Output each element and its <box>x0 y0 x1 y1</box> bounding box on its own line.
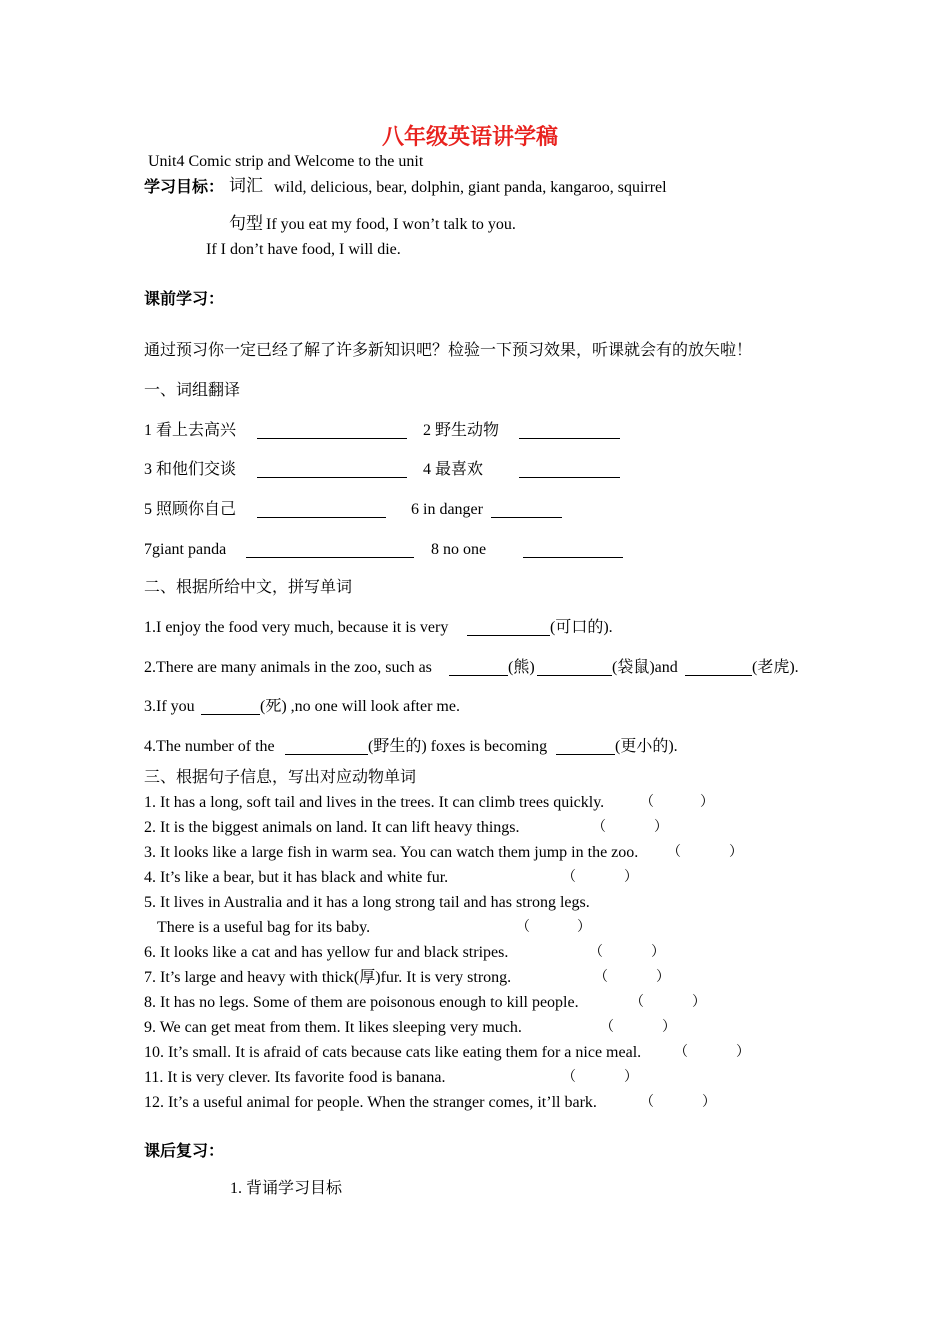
vocab-label: 词汇 <box>229 176 263 195</box>
spell-q4-text: 4.The number of the <box>144 738 279 755</box>
animal-question: 10. It’s small. It is afraid of cats because cats like eating them for a nice meal. <box>144 1044 642 1061</box>
phrase-item: 5 照顾你自己 <box>144 501 237 518</box>
answer-paren-close: ） <box>651 945 665 960</box>
animal-question: 3. It looks like a large fish in warm sea. You can watch them jump in the zoo. <box>144 844 639 861</box>
phrase-item: 7giant panda <box>144 541 227 558</box>
preclass-heading: 课前学习： <box>144 291 225 308</box>
answer-blank[interactable] <box>523 557 623 558</box>
answer-paren-open[interactable]: （ <box>674 1045 688 1060</box>
animal-question: 11. It is very clever. Its favorite food is banana. <box>144 1069 446 1086</box>
answer-blank[interactable] <box>685 675 752 676</box>
answer-paren-open[interactable]: （ <box>667 845 681 860</box>
answer-blank[interactable] <box>537 675 612 676</box>
review-heading: 课后复习： <box>144 1143 225 1160</box>
phrase-item: 1 看上去高兴 <box>144 422 237 439</box>
sentence-2: If I don’t have food, I will die. <box>206 241 401 258</box>
answer-blank[interactable] <box>257 477 407 478</box>
preclass-intro: 通过预习你一定已经了解了许多新知识吧？检验一下预习效果，听课就会有的放矢啦！ <box>144 342 753 359</box>
answer-paren-close: ） <box>656 970 670 985</box>
answer-paren-close: ） <box>700 795 714 810</box>
answer-paren-close: ） <box>662 1020 676 1035</box>
answer-blank[interactable] <box>246 557 414 558</box>
answer-blank[interactable] <box>201 714 260 715</box>
answer-paren-open[interactable]: （ <box>600 1020 614 1035</box>
phrase-item: 3 和他们交谈 <box>144 461 237 478</box>
spell-q4-hint: (野生的) foxes is becoming <box>368 738 548 755</box>
answer-paren-open[interactable]: （ <box>589 945 603 960</box>
answer-paren-close: ） <box>654 820 668 835</box>
animal-question: 7. It’s large and heavy with thick(厚)fur. It is very strong. <box>144 969 512 986</box>
animal-question: 8. It has no legs. Some of them are poisonous enough to kill people. <box>144 994 579 1011</box>
answer-paren-open[interactable]: （ <box>592 820 606 835</box>
answer-blank[interactable] <box>467 635 550 636</box>
spell-q2-hint: (老虎). <box>752 659 799 676</box>
answer-paren-close: ） <box>736 1045 750 1060</box>
spell-q3-text: 3.If you <box>144 698 199 715</box>
answer-blank[interactable] <box>285 754 368 755</box>
answer-paren-close: ） <box>624 870 638 885</box>
answer-paren-open[interactable]: （ <box>630 995 644 1010</box>
answer-paren-open[interactable]: （ <box>640 795 654 810</box>
answer-blank[interactable] <box>519 438 620 439</box>
section2-heading: 二、根据所给中文，拼写单词 <box>144 579 353 596</box>
answer-paren-close: ） <box>624 1070 638 1085</box>
sentence-1: If you eat my food, I won’t talk to you. <box>266 216 516 233</box>
animal-question: 2. It is the biggest animals on land. It can lift heavy things. <box>144 819 520 836</box>
answer-blank[interactable] <box>491 517 562 518</box>
answer-paren-open[interactable]: （ <box>516 920 530 935</box>
answer-blank[interactable] <box>449 675 508 676</box>
animal-question: 1. It has a long, soft tail and lives in the trees. It can climb trees quickly. <box>144 794 605 811</box>
section1-heading: 一、词组翻译 <box>144 382 241 399</box>
animal-question: 9. We can get meat from them. It likes sleeping very much. <box>144 1019 522 1036</box>
answer-paren-open[interactable]: （ <box>594 970 608 985</box>
spell-q2-text: 2.There are many animals in the zoo, such as <box>144 659 436 676</box>
answer-paren-open[interactable]: （ <box>640 1095 654 1110</box>
answer-paren-open[interactable]: （ <box>562 870 576 885</box>
goals-label: 学习目标： <box>144 179 225 196</box>
animal-question: 6. It looks like a cat and has yellow fur and black stripes. <box>144 944 509 961</box>
phrase-item: 2 野生动物 <box>423 422 500 439</box>
review-item: 1. 背诵学习目标 <box>230 1180 343 1197</box>
animal-question: 4. It’s like a bear, but it has black and white fur. <box>144 869 449 886</box>
page-title: 八年级英语讲学稿 <box>381 124 558 149</box>
animal-question-cont: There is a useful bag for its baby. <box>157 919 371 936</box>
spell-q2-hint: (熊) <box>508 659 535 676</box>
phrase-item: 6 in danger <box>411 501 483 518</box>
spell-q1-hint: (可口的). <box>550 619 613 636</box>
spell-q1-text: 1.I enjoy the food very much, because it is very <box>144 619 453 636</box>
answer-blank[interactable] <box>257 438 407 439</box>
spell-q2-hint: (袋鼠)and <box>612 659 682 676</box>
answer-paren-close: ） <box>702 1095 716 1110</box>
animal-question: 5. It lives in Australia and it has a long strong tail and has strong legs. <box>144 894 590 911</box>
spell-q4-hint: (更小的). <box>615 738 678 755</box>
sentence-label: 句型 <box>229 214 263 233</box>
unit-title: Unit4 Comic strip and Welcome to the unit <box>148 153 424 170</box>
section3-heading: 三、根据句子信息，写出对应动物单词 <box>144 769 417 786</box>
phrase-item: 4 最喜欢 <box>423 461 484 478</box>
phrase-item: 8 no one <box>431 541 487 558</box>
answer-paren-open[interactable]: （ <box>562 1070 576 1085</box>
answer-paren-close: ） <box>577 920 591 935</box>
animal-question: 12. It’s a useful animal for people. When the stranger comes, it’ll bark. <box>144 1094 597 1111</box>
answer-paren-close: ） <box>729 845 743 860</box>
answer-blank[interactable] <box>519 477 620 478</box>
answer-blank[interactable] <box>556 754 615 755</box>
answer-paren-close: ） <box>692 995 706 1010</box>
spell-q3-hint: (死) ,no one will look after me. <box>260 698 460 715</box>
vocab-list: wild, delicious, bear, dolphin, giant panda, kangaroo, squirrel <box>274 179 667 196</box>
answer-blank[interactable] <box>257 517 386 518</box>
